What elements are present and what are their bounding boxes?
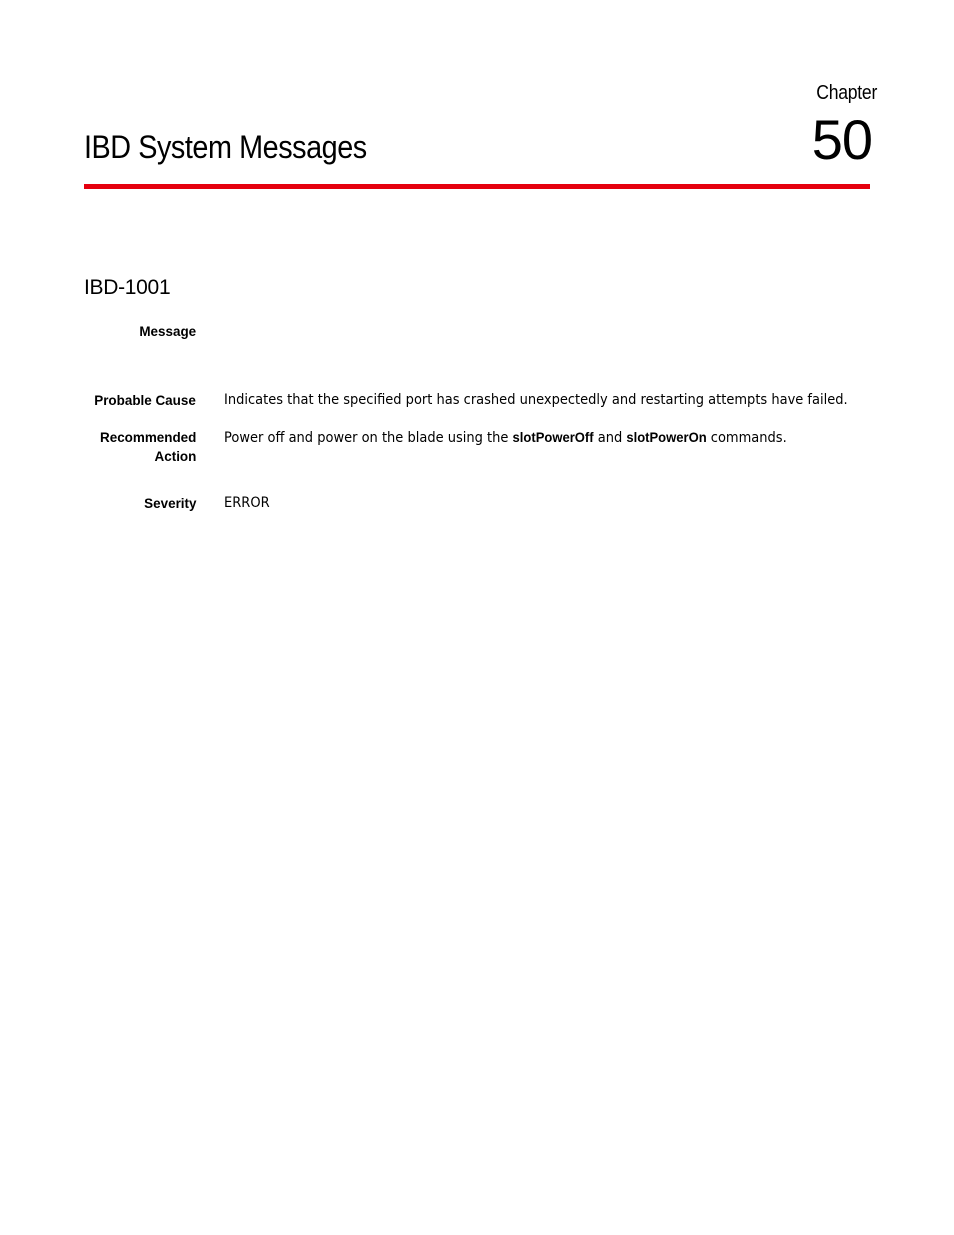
probable-cause-value: Indicates that the specified port has crashed unexpectedly and restarting attempts have failed. xyxy=(224,392,848,408)
severity-value: ERROR xyxy=(224,495,270,511)
recommended-action-value xyxy=(224,428,787,448)
recommended-action-prefix: Power off and power on the blade using the xyxy=(224,430,513,446)
command-slotpoweron: slotPowerOn xyxy=(626,429,707,445)
message-id-heading: IBD-1001 xyxy=(84,276,171,299)
command-slotpoweroff: slotPowerOff xyxy=(512,429,594,445)
chapter-number: 50 xyxy=(811,108,872,171)
recommended-action-label: Recommended Action xyxy=(99,429,196,464)
probable-cause-label: Probable Cause xyxy=(94,392,196,408)
severity-label: Severity xyxy=(143,495,196,511)
message-label: Message xyxy=(139,323,196,339)
title-divider xyxy=(84,184,870,189)
recommended-action-suffix: commands. xyxy=(706,430,787,446)
chapter-label: Chapter xyxy=(816,82,877,104)
page-title: IBD System Messages xyxy=(84,129,367,165)
recommended-action-mid: and xyxy=(593,430,627,446)
